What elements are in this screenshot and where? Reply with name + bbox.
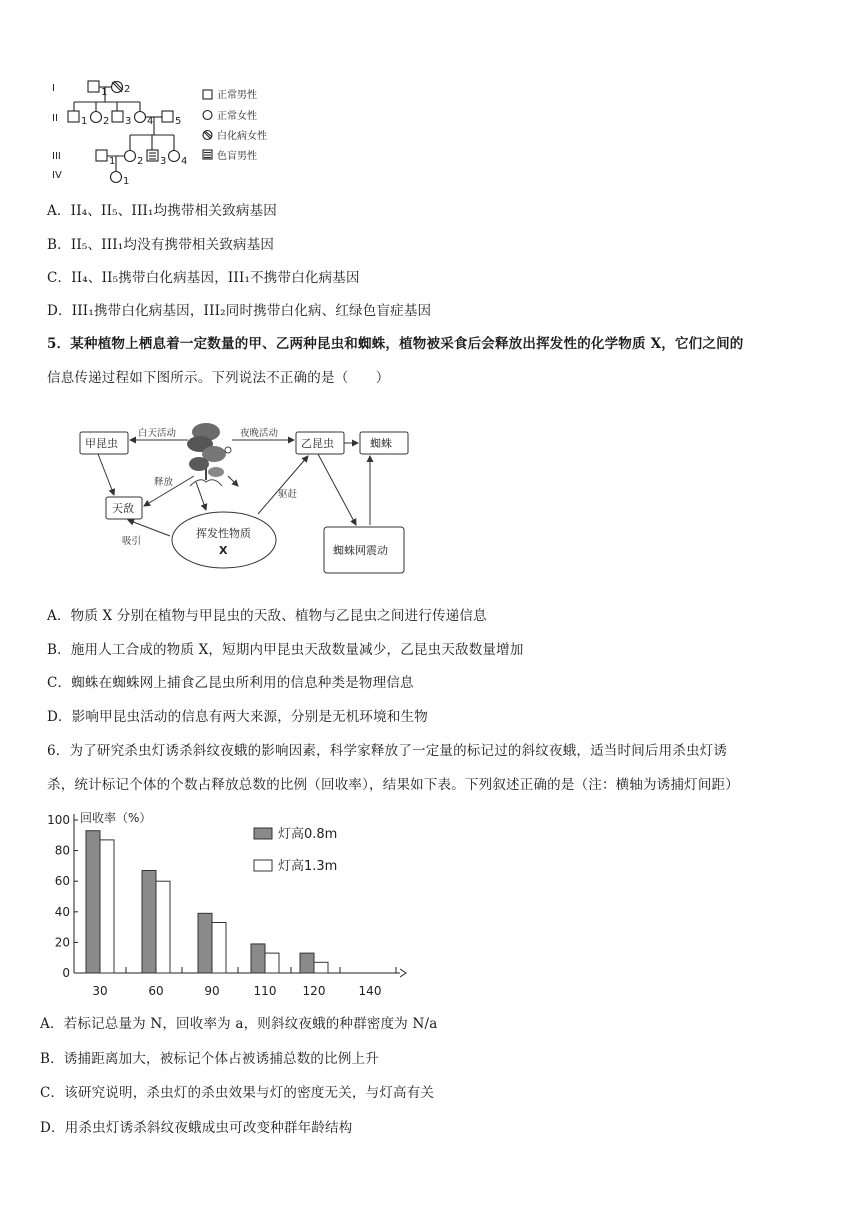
label-attract: 吸引 <box>122 536 142 547</box>
option-letter: B． <box>47 237 71 253</box>
pedigree-figure <box>50 78 290 186</box>
bar-lamp-0-8m <box>142 870 156 973</box>
q5-option-a: A．物质 X 分别在植物与甲昆虫的天敌、植物与乙昆虫之间进行传递信息 <box>47 608 487 624</box>
q5-stem-line2: 信息传递过程如下图所示。下列说法不正确的是（ ） <box>47 370 390 386</box>
q5-option-b: B．施用人工合成的物质 X，短期内甲昆虫天敌数量减少，乙昆虫天敌数量增加 <box>47 642 524 658</box>
x-tick-label: 60 <box>148 984 164 998</box>
x-tick-label: 110 <box>253 984 277 998</box>
y-tick-label: 0 <box>62 966 70 980</box>
label-yi: 乙昆虫 <box>301 437 334 450</box>
ped-num: 4 <box>147 116 154 127</box>
label-day-activity: 白天活动 <box>138 428 177 439</box>
option-letter: C． <box>47 270 72 286</box>
legend-label: 正常男性 <box>217 90 257 101</box>
ped-num: 2 <box>124 84 131 95</box>
legend-label: 色盲男性 <box>217 151 257 162</box>
legend-label: 正常女性 <box>217 111 257 122</box>
option-letter: A． <box>47 203 71 219</box>
label-night-activity: 夜晚活动 <box>240 428 279 439</box>
q6-bar-chart <box>40 806 420 1002</box>
y-axis-label: 回收率（%） <box>80 811 152 825</box>
pedigree-III2-female <box>125 151 136 162</box>
ped-num: 5 <box>175 116 182 127</box>
x-tick-label: 90 <box>204 984 220 998</box>
label-repel: 驱赶 <box>278 489 298 500</box>
option-text: II₄、II₅携带白化病基因，III₁不携带白化病基因 <box>71 270 360 286</box>
bar-lamp-1-3m <box>265 953 279 973</box>
ped-num: 3 <box>125 116 132 127</box>
pedigree-II1-male <box>68 111 79 122</box>
legend-label-0-8m: 灯高0.8m <box>278 827 338 842</box>
x-tick-label: 30 <box>92 984 108 998</box>
y-tick-label: 100 <box>47 813 70 827</box>
label-web: 蜘蛛网震动 <box>333 544 388 557</box>
y-tick-label: 20 <box>54 935 70 950</box>
pedigree-III1-male <box>96 150 107 161</box>
pedigree-II5-male <box>162 111 173 122</box>
pedigree-III4-female <box>169 151 180 162</box>
gen-label-I: I <box>52 83 55 94</box>
gen-label-IV: IV <box>52 170 62 181</box>
bar-lamp-1-3m <box>156 881 170 973</box>
pedigree-svg <box>50 78 290 186</box>
ped-num: 2 <box>103 116 110 127</box>
bar-lamp-1-3m <box>100 840 114 973</box>
q4-option-d <box>47 299 431 319</box>
option-letter: D． <box>47 303 72 319</box>
legend-swatch-0-8m <box>254 828 272 839</box>
ped-num: 4 <box>181 156 188 167</box>
ped-num: 3 <box>160 156 167 167</box>
label-x-line2: X <box>219 544 228 557</box>
pedigree-I1-male <box>88 81 99 92</box>
q5-stem-line1: 5．某种植物上栖息着一定数量的甲、乙两种昆虫和蜘蛛，植物被采食后会释放出挥发性的化学物质 X，它们之间的 <box>47 336 744 352</box>
q6-option-d: D．用杀虫灯诱杀斜纹夜蛾成虫可改变种群年龄结构 <box>40 1120 353 1136</box>
option-text: II₅、III₁均没有携带相关致病基因 <box>70 237 275 253</box>
bar-lamp-0-8m <box>300 953 314 973</box>
q4-option-a <box>47 199 277 219</box>
legend-normal-male-icon <box>203 90 212 99</box>
ped-num: 1 <box>123 176 130 186</box>
label-release: 释放 <box>154 477 174 488</box>
label-spider: 蜘蛛 <box>370 437 392 450</box>
legend-label: 白化病女性 <box>217 131 267 142</box>
pedigree-II2-female <box>91 112 102 123</box>
bar-lamp-0-8m <box>198 913 212 973</box>
gen-label-III: III <box>52 151 61 162</box>
q6-option-c: C．该研究说明，杀虫灯的杀虫效果与灯的密度无关，与灯高有关 <box>40 1085 435 1101</box>
bar-lamp-1-3m <box>314 962 328 973</box>
label-enemy: 天敌 <box>112 502 134 515</box>
q6-option-a: A．若标记总量为 N，回收率为 a，则斜纹夜蛾的种群密度为 N/a <box>40 1016 438 1032</box>
bar-lamp-0-8m <box>251 944 265 973</box>
bar-lamp-1-3m <box>212 923 226 973</box>
legend-normal-female-icon <box>203 111 212 120</box>
label-jia: 甲昆虫 <box>85 437 118 450</box>
pedigree-IV1-female <box>111 172 122 183</box>
q5-diagram <box>78 414 413 584</box>
gen-label-II: II <box>52 113 58 124</box>
q5-diagram-svg <box>78 414 413 584</box>
q5-option-d: D．影响甲昆虫活动的信息有两大来源，分别是无机环境和生物 <box>47 709 428 725</box>
chart-svg <box>40 806 420 1002</box>
q6-stem-line2: 杀，统计标记个体的个数占释放总数的比例（回收率），结果如下表。下列叙述正确的是（注：横轴为诱捕灯间距） <box>47 777 739 793</box>
option-text: III₁携带白化病基因，III₂同时携带白化病、红绿色盲症基因 <box>71 303 432 319</box>
pedigree-II3-male <box>112 111 123 122</box>
legend-swatch-1-3m <box>254 860 272 871</box>
q6-stem-line1: 6．为了研究杀虫灯诱杀斜纹夜蛾的影响因素，科学家释放了一定量的标记过的斜纹夜蛾，适当时间后用杀虫灯诱 <box>47 743 728 759</box>
ellipse-volatile-x <box>172 512 276 568</box>
option-text: II₄、II₅、III₁均携带相关致病基因 <box>70 203 277 219</box>
pedigree-II4-female <box>135 112 146 123</box>
y-tick-label: 40 <box>54 904 70 919</box>
x-tick-label: 140 <box>358 984 382 998</box>
x-axis-arrow <box>400 969 406 977</box>
ped-num: 1 <box>101 87 108 98</box>
legend-label-1-3m: 灯高1.3m <box>278 859 338 874</box>
bar-lamp-0-8m <box>86 831 100 973</box>
y-tick-label: 80 <box>54 843 70 858</box>
q6-option-b: B．诱捕距离加大，被标记个体占被诱捕总数的比例上升 <box>40 1051 379 1067</box>
ped-num: 2 <box>137 156 144 167</box>
ped-num: 1 <box>109 156 116 167</box>
q4-option-b <box>47 233 274 253</box>
q4-option-c <box>47 266 360 286</box>
y-tick-label: 60 <box>54 874 70 889</box>
x-tick-label: 120 <box>302 984 326 998</box>
ped-num: 1 <box>81 116 88 127</box>
label-x-line1: 挥发性物质 <box>196 527 251 540</box>
q5-option-c: C．蜘蛛在蜘蛛网上捕食乙昆虫所利用的信息种类是物理信息 <box>47 675 414 691</box>
